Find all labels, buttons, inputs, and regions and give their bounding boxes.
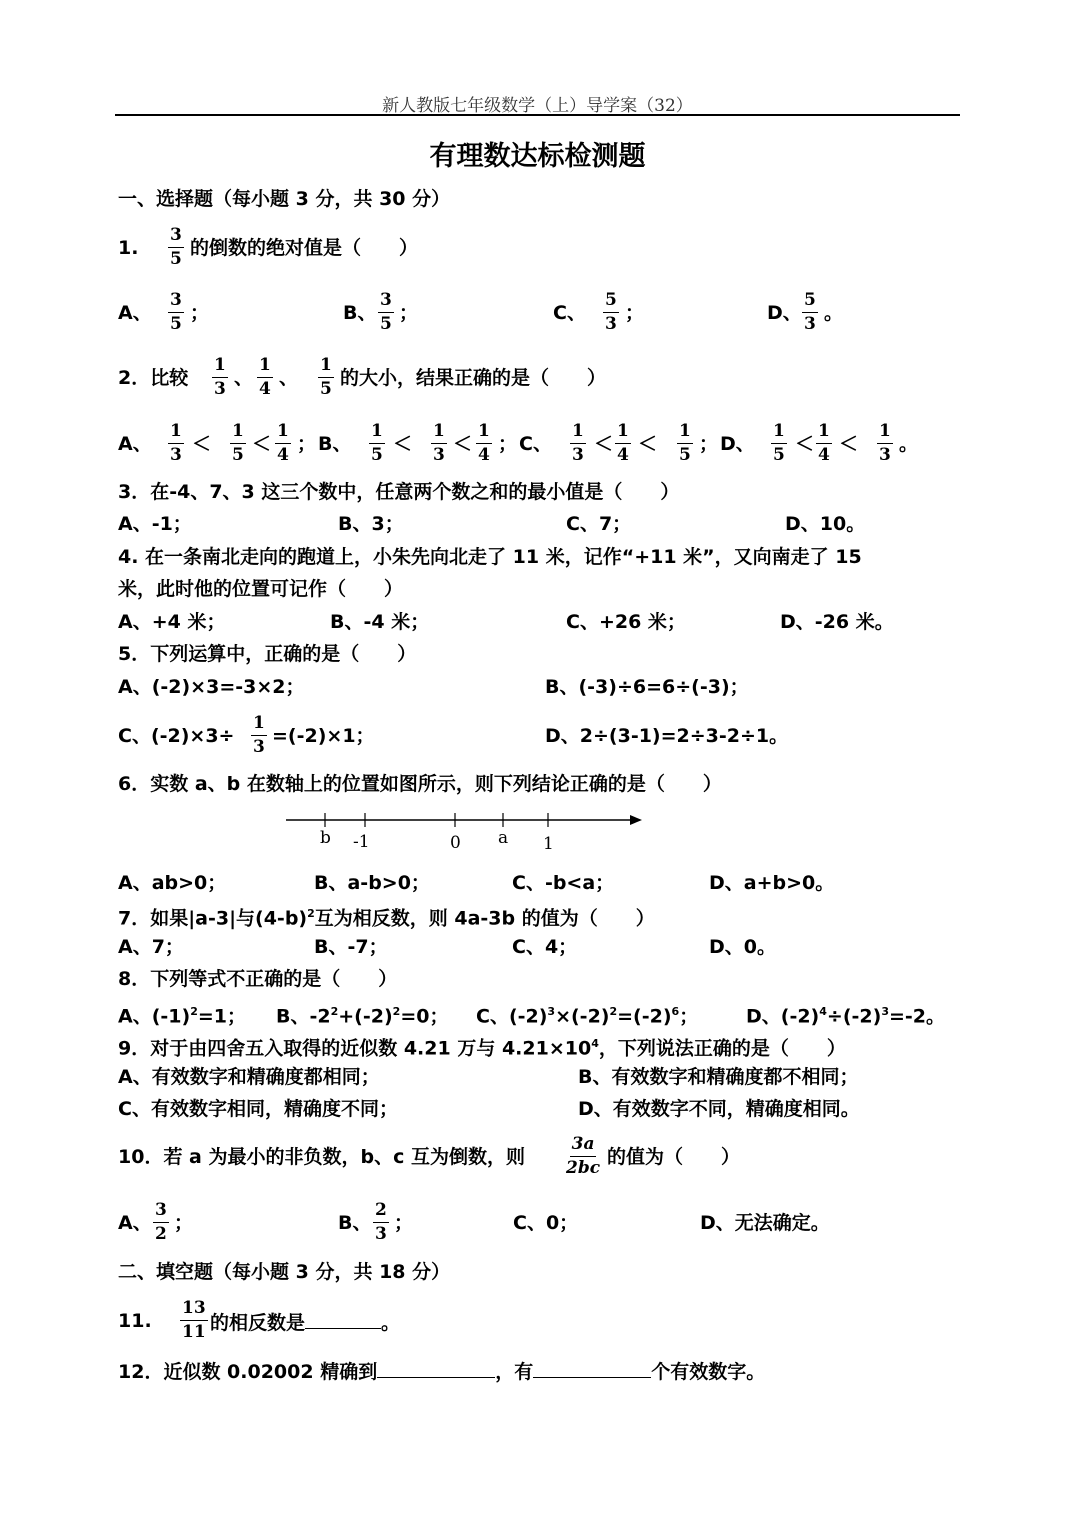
q4-option-a: A、+4 米； bbox=[118, 611, 226, 633]
q8-option-c: C、$(-2)^3\times(-2)^2=(-2)^6$； bbox=[476, 1005, 699, 1028]
q3-option-c: C、7； bbox=[566, 513, 632, 535]
q2-option-c-sep: ； bbox=[699, 433, 719, 455]
q1-option-d-end: 。 bbox=[824, 302, 844, 324]
page-header: 新人教版七年级数学（上）导学案（32） bbox=[382, 96, 693, 116]
q2-option-a-frac-2: $\frac{1}{5}$ bbox=[232, 421, 244, 465]
q1-option-b-fraction: $\frac{3}{5}$ bbox=[380, 290, 392, 334]
q10-option-b-label: B、 bbox=[338, 1212, 372, 1234]
q6-option-d: D、a+b>0。 bbox=[709, 872, 835, 894]
q1-number: 1. bbox=[118, 237, 139, 259]
q2-text: 的大小，结果正确的是（ ） bbox=[340, 367, 607, 389]
q2-option-d-frac-3: $\frac{1}{3}$ bbox=[879, 421, 891, 465]
q10-fraction: $\frac{3a}{2bc}$ bbox=[566, 1134, 601, 1178]
q2-option-b-lt-2: ＜ bbox=[453, 433, 473, 455]
q2-option-c-frac-2: $\frac{1}{4}$ bbox=[617, 421, 629, 465]
section-2-heading: 二、填空题（每小题 3 分，共 18 分） bbox=[118, 1261, 451, 1283]
q5-option-c-fraction: $\frac{1}{3}$ bbox=[253, 713, 265, 757]
q6-text: 6．实数 a、b 在数轴上的位置如图所示，则下列结论正确的是（ ） bbox=[118, 773, 722, 795]
q2-option-a-lt-1: ＜ bbox=[192, 433, 212, 455]
q2-sep-1: 、 bbox=[234, 367, 254, 389]
q2-option-d-lt-1: ＜ bbox=[795, 433, 815, 455]
q12-answer-blank-2[interactable] bbox=[533, 1357, 651, 1378]
q2-number: 2．比较 bbox=[118, 367, 189, 389]
q8-option-d: D、$(-2)^4\div(-2)^3=-2$。 bbox=[746, 1005, 945, 1028]
page-title: 有理数达标检测题 bbox=[429, 141, 646, 172]
q9-text: 9．对于由四舍五入取得的近似数 4.21 万与 $4.21\times 10^4$，下列说法正确的是（ ） bbox=[118, 1037, 846, 1060]
q9-option-d: D、有效数字不同，精确度相同。 bbox=[578, 1098, 860, 1120]
q7-option-c: C、4； bbox=[512, 936, 578, 958]
label-1: 1 bbox=[543, 834, 554, 854]
q12-text: 12．近似数 0.02002 精确到 ，有 个有效数字。 bbox=[118, 1357, 765, 1385]
q1-option-b-label: B、 bbox=[343, 302, 377, 324]
q4-text-line-1: 4. 在一条南北走向的跑道上，小朱先向北走了 11 米，记作“+11 米”，又向南走了 15 bbox=[118, 546, 862, 568]
q5-option-c-post: =(-2)×1； bbox=[272, 725, 375, 747]
q2-option-b-lt-1: ＜ bbox=[393, 433, 413, 455]
q7-option-a: A、7； bbox=[118, 936, 184, 958]
q2-option-b-frac-2: $\frac{1}{3}$ bbox=[433, 421, 445, 465]
label-b: b bbox=[320, 828, 331, 848]
q8-option-a: A、$(-1)^2=1$； bbox=[118, 1005, 246, 1028]
q1-option-a-fraction: $\frac{3}{5}$ bbox=[170, 290, 182, 334]
q2-option-b-label: B、 bbox=[318, 433, 352, 455]
q8-text: 8．下列等式不正确的是（ ） bbox=[118, 968, 398, 990]
q2-option-d-end: 。 bbox=[899, 433, 919, 455]
q6-option-a: A、ab>0； bbox=[118, 872, 227, 894]
q4-option-b: B、-4 米； bbox=[330, 611, 430, 633]
q3-option-b: B、3； bbox=[338, 513, 404, 535]
section-1-heading: 一、选择题（每小题 3 分，共 30 分） bbox=[118, 188, 451, 210]
q2-option-a-lt-2: ＜ bbox=[252, 433, 272, 455]
number-line-arrow bbox=[630, 815, 642, 825]
q1-text: 的倒数的绝对值是（ ） bbox=[190, 237, 419, 259]
q10-option-b-sep: ； bbox=[394, 1212, 414, 1234]
q11-answer-blank[interactable] bbox=[305, 1308, 381, 1329]
q5-option-c-pre: C、(-2)×3÷ bbox=[118, 725, 235, 747]
q9-option-a: A、有效数字和精确度都相同； bbox=[118, 1066, 380, 1088]
q2-fraction-2: $\frac{1}{4}$ bbox=[259, 355, 271, 399]
q10-text-post: 的值为（ ） bbox=[607, 1146, 741, 1168]
q5-text: 5．下列运算中，正确的是（ ） bbox=[118, 643, 417, 665]
q10-option-b-fraction: $\frac{2}{3}$ bbox=[375, 1200, 387, 1244]
q10-option-a-sep: ； bbox=[174, 1212, 194, 1234]
number-line bbox=[280, 808, 660, 864]
q7-option-b: B、-7； bbox=[314, 936, 388, 958]
q10-option-a-label: A、 bbox=[118, 1212, 152, 1234]
q1-option-a-label: A、 bbox=[118, 302, 152, 324]
q1-option-b-sep: ； bbox=[399, 302, 419, 324]
number-line-figure bbox=[280, 808, 660, 868]
q11-number: 11. bbox=[118, 1310, 152, 1332]
q2-option-a-sep: ； bbox=[297, 433, 317, 455]
q1-option-d-fraction: $\frac{5}{3}$ bbox=[804, 290, 816, 334]
label-minus-1: -1 bbox=[353, 832, 370, 852]
q2-option-b-sep: ； bbox=[498, 433, 518, 455]
q3-option-d: D、10。 bbox=[785, 513, 866, 535]
q2-option-a-frac-3: $\frac{1}{4}$ bbox=[277, 421, 289, 465]
q2-option-c-label: C、 bbox=[519, 433, 552, 455]
q10-option-a-fraction: $\frac{3}{2}$ bbox=[155, 1200, 167, 1244]
q10-text-pre: 10．若 a 为最小的非负数，b、c 互为倒数，则 bbox=[118, 1146, 525, 1168]
q2-fraction-3: $\frac{1}{5}$ bbox=[320, 355, 332, 399]
q3-text: 3．在-4、7、3 这三个数中，任意两个数之和的最小值是（ ） bbox=[118, 481, 680, 503]
q5-option-d: D、2÷(3-1)=2÷3-2÷1。 bbox=[545, 725, 789, 747]
q9-option-c: C、有效数字相同，精确度不同； bbox=[118, 1098, 398, 1120]
q2-option-a-frac-1: $\frac{1}{3}$ bbox=[170, 421, 182, 465]
q1-option-c-sep: ； bbox=[625, 302, 645, 324]
q1-option-a-sep: ； bbox=[190, 302, 210, 324]
q2-option-c-frac-1: $\frac{1}{3}$ bbox=[572, 421, 584, 465]
q2-option-c-frac-3: $\frac{1}{5}$ bbox=[679, 421, 691, 465]
q6-option-b: B、a-b>0； bbox=[314, 872, 430, 894]
q1-option-c-fraction: $\frac{5}{3}$ bbox=[605, 290, 617, 334]
q5-option-b: B、(-3)÷6=6÷(-3)； bbox=[545, 676, 749, 698]
q2-option-b-frac-3: $\frac{1}{4}$ bbox=[478, 421, 490, 465]
q2-option-a-label: A、 bbox=[118, 433, 152, 455]
q2-option-d-label: D、 bbox=[720, 433, 755, 455]
q1-option-c-label: C、 bbox=[553, 302, 586, 324]
q2-option-b-frac-1: $\frac{1}{5}$ bbox=[371, 421, 383, 465]
q2-option-c-lt-2: ＜ bbox=[638, 433, 658, 455]
label-0: 0 bbox=[450, 833, 461, 853]
q2-sep-2: 、 bbox=[279, 367, 299, 389]
q2-option-d-frac-1: $\frac{1}{5}$ bbox=[773, 421, 785, 465]
q5-option-a: A、(-2)×3=-3×2； bbox=[118, 676, 305, 698]
q11-text: 的相反数是 。 bbox=[210, 1308, 400, 1336]
q1-fraction: $\frac{3}{5}$ bbox=[170, 225, 182, 269]
q4-option-d: D、-26 米。 bbox=[780, 611, 894, 633]
q12-answer-blank-1[interactable] bbox=[377, 1357, 495, 1378]
q7-text: 7．如果|a-3|与$(4-b)^2$互为相反数，则 4a-3b 的值为（ ） bbox=[118, 907, 655, 930]
q8-option-b: B、$-2^2+(-2)^2=0$； bbox=[276, 1005, 449, 1028]
q1-option-d-label: D、 bbox=[767, 302, 802, 324]
q4-text-line-2: 米，此时他的位置可记作（ ） bbox=[118, 578, 404, 600]
q4-option-c: C、+26 米； bbox=[566, 611, 686, 633]
q11-fraction: $\frac{13}{11}$ bbox=[182, 1298, 206, 1342]
q2-option-d-lt-2: ＜ bbox=[839, 433, 859, 455]
q7-option-d: D、0。 bbox=[709, 936, 776, 958]
q3-option-a: A、-1； bbox=[118, 513, 192, 535]
q10-option-d: D、无法确定。 bbox=[700, 1212, 830, 1234]
header-rule bbox=[115, 114, 960, 116]
label-a: a bbox=[498, 828, 509, 848]
q9-option-b: B、有效数字和精确度都不相同； bbox=[578, 1066, 859, 1088]
q10-option-c: C、0； bbox=[513, 1212, 579, 1234]
q2-option-c-lt-1: ＜ bbox=[594, 433, 614, 455]
q6-option-c: C、-b<a； bbox=[512, 872, 615, 894]
q2-fraction-1: $\frac{1}{3}$ bbox=[214, 355, 226, 399]
q2-option-d-frac-2: $\frac{1}{4}$ bbox=[818, 421, 830, 465]
